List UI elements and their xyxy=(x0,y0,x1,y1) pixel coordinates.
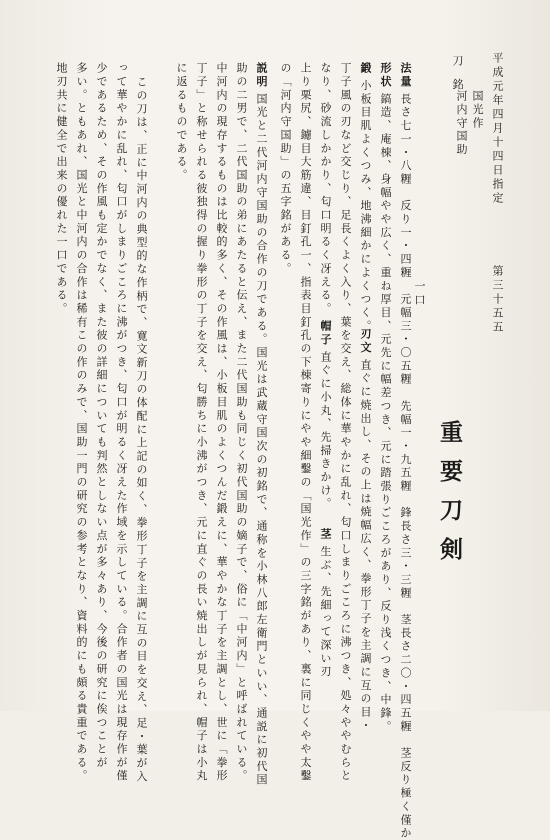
col-setsumei xyxy=(255,62,268,787)
item-count: 一口 xyxy=(413,280,426,308)
col-setsumei-9: 多い。ともあれ、国光と中河内の合作は稀有この作のみで、国助一門の研究の参考となり、資料的にも頗る貴重である。 xyxy=(75,62,88,783)
label-keijo: 形状 xyxy=(379,62,392,89)
label-hamon: 刃文 xyxy=(359,328,372,355)
label-setsumei: 説明 xyxy=(255,62,268,89)
col-setsumei-2: 助の二男で、二代国助の弟にあたると伝え、また二代国助も同じく初代国助の嫡子で、俗に「中河内」と呼ばれている。 xyxy=(235,62,248,783)
text-nakago: 生ぶ、先細って深い刃 xyxy=(319,545,332,679)
col-setsumei-10: 地刃共に健全で出来の優れた一口である。 xyxy=(55,62,68,316)
text-hoju: 長さ七一・八糎 反り一・四糎 元幅三・〇五糎 先幅一・九五糎 鋒長さ三・三糎 茎長さ二〇・四五糎 茎反り極く僅か xyxy=(399,92,412,840)
col-nakago-2: 上り栗尻、鑢目大筋違、目釘孔一、指表目釘孔の下棟寄りにやや細鑿の「国光作」の三字銘があり、裏に同じくやや太鑿 xyxy=(299,62,312,783)
col-keijo xyxy=(379,62,392,734)
col-hamon xyxy=(359,328,372,733)
col-setsumei-6: この刀は、正に中河内の典型的な作柄で、寛文新刀の体配に上記の如く、拳形丁子を主調に互の目を交え、足・葉が入 xyxy=(135,76,148,784)
col-kitae xyxy=(359,62,372,334)
text-hamon: 直ぐに焼出し、その上は焼幅広く、拳形丁子を主調に互の目・ xyxy=(359,358,372,733)
catalog-number: 第三十五五 xyxy=(491,265,504,335)
col-boshi xyxy=(320,320,331,520)
mei-label: 銘 xyxy=(451,78,464,92)
col-setsumei-4: 丁子」と称せられる彼独得の握り拳形の丁子を交え、匂勝ちに小沸がつき、元に直ぐの長い焼出しが見られ、帽子は小丸 xyxy=(195,62,208,783)
text-keijo: 鎬造、庵棟、身幅やや広く、重ね厚目、元先に幅差つき、元に踏張りごころがあり、反り浅くつき、中鋒。 xyxy=(379,92,392,734)
type-label: 刀 xyxy=(451,55,464,69)
page-title: 重要刀剣 xyxy=(436,420,463,576)
col-setsumei-5: に返るものである。 xyxy=(175,62,188,183)
mei-line-1: 国光作 xyxy=(471,90,484,131)
col-hamon-2: 丁子風の刃など交じり、足長くよく入り、葉を交え、総体に華やかに乱れ、匂口しまりごころに沸つき、処々ややむらと xyxy=(339,62,352,783)
text-boshi: 直ぐに小丸、先掃きかけ。 xyxy=(319,350,332,511)
label-nakago: 茎 xyxy=(319,528,332,542)
mei-line-2: 河内守国助 xyxy=(455,90,468,157)
text-kitae: 小板目肌よくつみ、地沸細かによくつく。 xyxy=(359,79,372,334)
col-hamon-3: なり、砂流しかかり、匂口明るく冴える。 xyxy=(319,62,332,316)
col-setsumei-3: 中河内の現存するものは比較的多く、その作風は、小板目肌のよくつんだ鍛えに、華やかな丁子を主調とし、世に「拳形 xyxy=(215,62,228,783)
label-hoju: 法量 xyxy=(399,62,412,89)
col-nakago-3: の「河内守国助」の五字銘がある。 xyxy=(279,62,292,276)
col-setsumei-7: って華やかに乱れ、匂口がしまりごころに沸がつき、匂口が明るく冴えた作域を示している。合作者の国光は現存作が僅 xyxy=(115,62,128,783)
label-boshi: 帽子 xyxy=(319,320,332,347)
col-setsumei-8: 少であるため、その作風も定かでなく、また彼の詳細についても判然としない点が多々あり、今後の研究に俟つことが xyxy=(95,62,108,770)
col-nakago xyxy=(320,528,331,678)
designation-date: 平成元年四月十四日指定 xyxy=(491,52,504,206)
label-kitae: 鍛 xyxy=(359,62,372,76)
col-hoju xyxy=(399,62,412,840)
text-setsumei: 国光と二代河内守国助の合作の刀である。国光は武蔵守国次の初銘で、通称を小林八郎左衛門といい、通説に初代国 xyxy=(255,92,268,787)
